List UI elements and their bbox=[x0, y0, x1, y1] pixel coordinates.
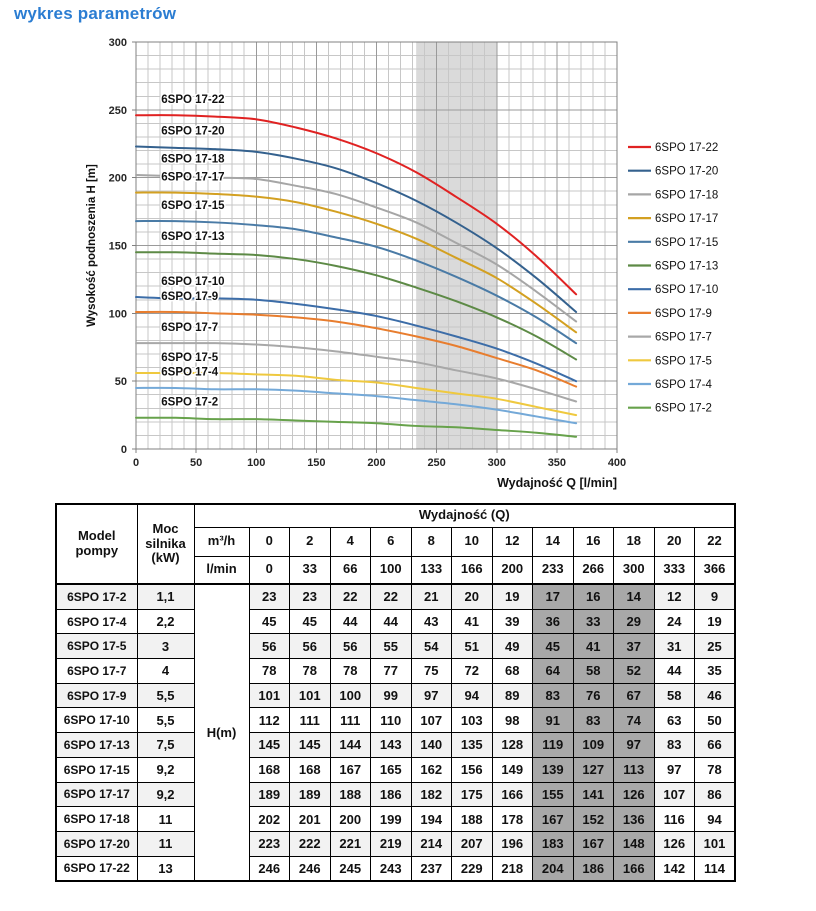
h-value-cell: 243 bbox=[371, 856, 412, 881]
flow-m3h-header-cell: 16 bbox=[573, 527, 614, 556]
x-tick-label: 300 bbox=[487, 457, 506, 469]
flow-lmin-header-cell: 33 bbox=[290, 556, 331, 584]
h-value-cell: 223 bbox=[249, 831, 290, 856]
h-value-cell: 31 bbox=[654, 634, 695, 659]
flow-lmin-header-cell: 233 bbox=[533, 556, 574, 584]
h-value-cell: 89 bbox=[492, 683, 533, 708]
h-value-cell: 109 bbox=[573, 733, 614, 758]
h-value-cell: 116 bbox=[654, 807, 695, 832]
h-value-cell: 145 bbox=[249, 733, 290, 758]
h-value-cell: 100 bbox=[330, 683, 371, 708]
power-cell: 9,2 bbox=[137, 782, 194, 807]
x-tick-label: 200 bbox=[367, 457, 386, 469]
h-value-cell: 74 bbox=[614, 708, 655, 733]
h-value-cell: 144 bbox=[330, 733, 371, 758]
table-row bbox=[56, 733, 735, 758]
legend-label: 6SPO 17-2 bbox=[655, 402, 712, 415]
legend bbox=[628, 142, 718, 415]
h-value-cell: 126 bbox=[614, 782, 655, 807]
h-value-cell: 33 bbox=[573, 609, 614, 634]
h-value-cell: 44 bbox=[371, 609, 412, 634]
h-value-cell: 155 bbox=[533, 782, 574, 807]
h-value-cell: 237 bbox=[411, 856, 452, 881]
series-line-6spo-17-2 bbox=[136, 418, 576, 437]
h-value-cell: 167 bbox=[330, 757, 371, 782]
h-value-cell: 50 bbox=[695, 708, 736, 733]
h-value-cell: 101 bbox=[249, 683, 290, 708]
h-value-cell: 221 bbox=[330, 831, 371, 856]
power-cell: 13 bbox=[137, 856, 194, 881]
h-value-cell: 45 bbox=[533, 634, 574, 659]
h-value-cell: 107 bbox=[411, 708, 452, 733]
h-value-cell: 45 bbox=[290, 609, 331, 634]
h-value-cell: 142 bbox=[654, 856, 695, 881]
legend-label: 6SPO 17-5 bbox=[655, 355, 712, 368]
table-row bbox=[56, 609, 735, 634]
table-row bbox=[56, 831, 735, 856]
page-title: wykres parametrów bbox=[14, 4, 177, 23]
h-value-cell: 111 bbox=[290, 708, 331, 733]
series-line-6spo-17-17 bbox=[136, 192, 576, 332]
head-unit-cell: H(m) bbox=[194, 584, 249, 881]
h-value-cell: 126 bbox=[654, 831, 695, 856]
h-value-cell: 229 bbox=[452, 856, 493, 881]
x-tick-label: 50 bbox=[190, 457, 203, 469]
power-cell: 1,1 bbox=[137, 584, 194, 609]
h-value-cell: 167 bbox=[533, 807, 574, 832]
model-cell: 6SPO 17-5 bbox=[56, 634, 137, 659]
h-value-cell: 182 bbox=[411, 782, 452, 807]
h-value-cell: 44 bbox=[654, 659, 695, 684]
h-value-cell: 45 bbox=[249, 609, 290, 634]
h-value-cell: 112 bbox=[249, 708, 290, 733]
model-cell: 6SPO 17-18 bbox=[56, 807, 137, 832]
h-value-cell: 166 bbox=[614, 856, 655, 881]
table-row bbox=[56, 584, 735, 609]
h-value-cell: 76 bbox=[573, 683, 614, 708]
y-tick-label: 300 bbox=[108, 37, 127, 49]
legend-item bbox=[628, 237, 718, 249]
h-value-cell: 16 bbox=[573, 584, 614, 609]
h-value-cell: 127 bbox=[573, 757, 614, 782]
model-cell: 6SPO 17-20 bbox=[56, 831, 137, 856]
h-value-cell: 188 bbox=[330, 782, 371, 807]
h-value-cell: 44 bbox=[330, 609, 371, 634]
flow-m3h-header-cell: 0 bbox=[249, 527, 290, 556]
power-cell: 5,5 bbox=[137, 708, 194, 733]
h-value-cell: 186 bbox=[573, 856, 614, 881]
curve-label: 6SPO 17-22 bbox=[161, 94, 225, 107]
h-value-cell: 36 bbox=[533, 609, 574, 634]
h-value-cell: 83 bbox=[533, 683, 574, 708]
h-value-cell: 66 bbox=[695, 733, 736, 758]
h-value-cell: 83 bbox=[654, 733, 695, 758]
power-cell: 11 bbox=[137, 807, 194, 832]
h-value-cell: 178 bbox=[492, 807, 533, 832]
curve-label: 6SPO 17-4 bbox=[161, 366, 219, 379]
h-value-cell: 41 bbox=[573, 634, 614, 659]
flow-m3h-header-cell: 14 bbox=[533, 527, 574, 556]
flow-m3h-header-cell: 22 bbox=[695, 527, 736, 556]
h-value-cell: 94 bbox=[452, 683, 493, 708]
h-value-cell: 64 bbox=[533, 659, 574, 684]
h-value-cell: 189 bbox=[290, 782, 331, 807]
h-value-cell: 168 bbox=[249, 757, 290, 782]
flow-lmin-header-cell: 333 bbox=[654, 556, 695, 584]
model-cell: 6SPO 17-7 bbox=[56, 659, 137, 684]
curve-label: 6SPO 17-7 bbox=[161, 321, 219, 334]
legend-item bbox=[628, 332, 712, 344]
power-cell: 11 bbox=[137, 831, 194, 856]
h-value-cell: 86 bbox=[695, 782, 736, 807]
x-axis-title: Wydajność Q [l/min] bbox=[497, 476, 617, 490]
h-value-cell: 219 bbox=[371, 831, 412, 856]
flow-m3h-header-cell: 20 bbox=[654, 527, 695, 556]
legend-item bbox=[628, 213, 718, 225]
table-row bbox=[56, 782, 735, 807]
h-value-cell: 56 bbox=[330, 634, 371, 659]
h-value-cell: 41 bbox=[452, 609, 493, 634]
legend-item bbox=[628, 403, 712, 415]
curve-label: 6SPO 17-9 bbox=[161, 290, 219, 303]
power-cell: 2,2 bbox=[137, 609, 194, 634]
unit-label-m3h: m³/h bbox=[194, 527, 249, 556]
h-value-cell: 78 bbox=[290, 659, 331, 684]
curve-label: 6SPO 17-5 bbox=[161, 351, 219, 364]
y-tick-label: 150 bbox=[108, 240, 127, 253]
h-value-cell: 188 bbox=[452, 807, 493, 832]
h-value-cell: 114 bbox=[695, 856, 736, 881]
col-header-power: Moc silnika (kW) bbox=[137, 504, 194, 584]
x-tick-label: 0 bbox=[132, 457, 140, 469]
flow-m3h-header-cell: 2 bbox=[290, 527, 331, 556]
legend-label: 6SPO 17-22 bbox=[655, 142, 719, 154]
x-tick-label: 400 bbox=[607, 457, 627, 469]
curve-label: 6SPO 17-17 bbox=[161, 171, 225, 184]
h-value-cell: 56 bbox=[249, 634, 290, 659]
model-cell: 6SPO 17-4 bbox=[56, 609, 137, 634]
h-value-cell: 110 bbox=[371, 708, 412, 733]
table-row bbox=[56, 807, 735, 832]
table-row bbox=[56, 683, 735, 708]
curve-label: 6SPO 17-2 bbox=[161, 396, 219, 409]
h-value-cell: 97 bbox=[614, 733, 655, 758]
h-value-cell: 99 bbox=[371, 683, 412, 708]
model-cell: 6SPO 17-13 bbox=[56, 733, 137, 758]
h-value-cell: 136 bbox=[614, 807, 655, 832]
legend-label: 6SPO 17-17 bbox=[655, 213, 719, 226]
flow-lmin-header-cell: 133 bbox=[411, 556, 452, 584]
h-value-cell: 165 bbox=[371, 757, 412, 782]
h-value-cell: 24 bbox=[654, 609, 695, 634]
h-value-cell: 49 bbox=[492, 634, 533, 659]
legend-item bbox=[628, 166, 718, 178]
flow-lmin-header-cell: 200 bbox=[492, 556, 533, 584]
h-value-cell: 77 bbox=[371, 659, 412, 684]
h-value-cell: 202 bbox=[249, 807, 290, 832]
flow-lmin-header-cell: 366 bbox=[695, 556, 736, 584]
h-value-cell: 68 bbox=[492, 659, 533, 684]
h-value-cell: 168 bbox=[290, 757, 331, 782]
x-tick-label: 250 bbox=[427, 457, 446, 469]
h-value-cell: 17 bbox=[533, 584, 574, 609]
curve-label: 6SPO 17-13 bbox=[161, 231, 225, 244]
h-value-cell: 204 bbox=[533, 856, 574, 881]
flow-m3h-header-cell: 10 bbox=[452, 527, 493, 556]
h-value-cell: 149 bbox=[492, 757, 533, 782]
h-value-cell: 43 bbox=[411, 609, 452, 634]
table-row bbox=[56, 659, 735, 684]
legend-label: 6SPO 17-4 bbox=[655, 379, 712, 391]
h-value-cell: 222 bbox=[290, 831, 331, 856]
h-value-cell: 101 bbox=[695, 831, 736, 856]
h-value-cell: 14 bbox=[614, 584, 655, 609]
x-tick-label: 350 bbox=[547, 457, 567, 469]
h-value-cell: 19 bbox=[695, 609, 736, 634]
h-value-cell: 201 bbox=[290, 807, 331, 832]
h-value-cell: 245 bbox=[330, 856, 371, 881]
table-row bbox=[56, 708, 735, 733]
flow-lmin-header-cell: 100 bbox=[371, 556, 412, 584]
curve-label: 6SPO 17-18 bbox=[161, 153, 225, 166]
h-value-cell: 200 bbox=[330, 807, 371, 832]
x-tick-label: 150 bbox=[307, 457, 326, 469]
h-value-cell: 246 bbox=[249, 856, 290, 881]
h-value-cell: 145 bbox=[290, 733, 331, 758]
legend-item bbox=[628, 355, 712, 367]
table-row bbox=[56, 757, 735, 782]
x-tick-label: 100 bbox=[247, 457, 266, 469]
legend-item bbox=[628, 142, 718, 154]
h-value-cell: 51 bbox=[452, 634, 493, 659]
legend-item bbox=[628, 189, 718, 201]
h-value-cell: 21 bbox=[411, 584, 452, 609]
legend-label: 6SPO 17-9 bbox=[655, 307, 712, 320]
y-tick-label: 250 bbox=[108, 104, 127, 117]
power-cell: 7,5 bbox=[137, 733, 194, 758]
h-value-cell: 218 bbox=[492, 856, 533, 881]
h-value-cell: 94 bbox=[695, 807, 736, 832]
h-value-cell: 39 bbox=[492, 609, 533, 634]
h-value-cell: 75 bbox=[411, 659, 452, 684]
h-value-cell: 113 bbox=[614, 757, 655, 782]
model-cell: 6SPO 17-22 bbox=[56, 856, 137, 881]
flow-lmin-header-cell: 0 bbox=[249, 556, 290, 584]
h-value-cell: 22 bbox=[371, 584, 412, 609]
h-value-cell: 119 bbox=[533, 733, 574, 758]
h-value-cell: 135 bbox=[452, 733, 493, 758]
flow-lmin-header-cell: 166 bbox=[452, 556, 493, 584]
h-value-cell: 98 bbox=[492, 708, 533, 733]
h-value-cell: 167 bbox=[573, 831, 614, 856]
h-value-cell: 166 bbox=[492, 782, 533, 807]
table-row bbox=[56, 634, 735, 659]
h-value-cell: 246 bbox=[290, 856, 331, 881]
curve-label: 6SPO 17-15 bbox=[161, 199, 225, 212]
h-value-cell: 183 bbox=[533, 831, 574, 856]
curve-label: 6SPO 17-10 bbox=[161, 275, 225, 288]
h-value-cell: 141 bbox=[573, 782, 614, 807]
unit-label-lmin: l/min bbox=[194, 556, 249, 584]
h-value-cell: 175 bbox=[452, 782, 493, 807]
h-value-cell: 152 bbox=[573, 807, 614, 832]
h-value-cell: 78 bbox=[249, 659, 290, 684]
power-cell: 5,5 bbox=[137, 683, 194, 708]
legend-label: 6SPO 17-10 bbox=[655, 284, 719, 297]
h-value-cell: 58 bbox=[573, 659, 614, 684]
legend-item bbox=[628, 261, 718, 273]
legend-label: 6SPO 17-7 bbox=[655, 331, 712, 344]
curve-label: 6SPO 17-20 bbox=[161, 125, 225, 138]
h-value-cell: 143 bbox=[371, 733, 412, 758]
h-value-cell: 55 bbox=[371, 634, 412, 659]
h-value-cell: 199 bbox=[371, 807, 412, 832]
model-cell: 6SPO 17-17 bbox=[56, 782, 137, 807]
h-value-cell: 83 bbox=[573, 708, 614, 733]
h-value-cell: 128 bbox=[492, 733, 533, 758]
h-value-cell: 97 bbox=[411, 683, 452, 708]
h-value-cell: 156 bbox=[452, 757, 493, 782]
h-value-cell: 78 bbox=[330, 659, 371, 684]
legend-label: 6SPO 17-18 bbox=[655, 189, 719, 202]
h-value-cell: 20 bbox=[452, 584, 493, 609]
y-axis-title: Wysokość podnoszenia H [m] bbox=[86, 164, 98, 327]
h-value-cell: 22 bbox=[330, 584, 371, 609]
flow-m3h-header-cell: 4 bbox=[330, 527, 371, 556]
h-value-cell: 23 bbox=[290, 584, 331, 609]
h-value-cell: 54 bbox=[411, 634, 452, 659]
h-value-cell: 91 bbox=[533, 708, 574, 733]
flow-m3h-header-cell: 18 bbox=[614, 527, 655, 556]
h-value-cell: 207 bbox=[452, 831, 493, 856]
model-cell: 6SPO 17-2 bbox=[56, 584, 137, 609]
h-value-cell: 19 bbox=[492, 584, 533, 609]
parameters-table bbox=[55, 503, 736, 882]
legend-label: 6SPO 17-20 bbox=[655, 165, 719, 178]
y-tick-label: 50 bbox=[114, 376, 127, 389]
h-value-cell: 9 bbox=[695, 584, 736, 609]
power-cell: 3 bbox=[137, 634, 194, 659]
h-value-cell: 214 bbox=[411, 831, 452, 856]
legend-label: 6SPO 17-15 bbox=[655, 236, 719, 249]
h-value-cell: 35 bbox=[695, 659, 736, 684]
h-value-cell: 58 bbox=[654, 683, 695, 708]
flow-lmin-header-cell: 66 bbox=[330, 556, 371, 584]
y-tick-label: 0 bbox=[120, 444, 127, 456]
h-value-cell: 186 bbox=[371, 782, 412, 807]
power-cell: 4 bbox=[137, 659, 194, 684]
legend-item bbox=[628, 379, 712, 391]
legend-item bbox=[628, 308, 712, 320]
h-value-cell: 139 bbox=[533, 757, 574, 782]
h-value-cell: 72 bbox=[452, 659, 493, 684]
flow-lmin-header-cell: 300 bbox=[614, 556, 655, 584]
h-value-cell: 78 bbox=[695, 757, 736, 782]
h-value-cell: 103 bbox=[452, 708, 493, 733]
model-cell: 6SPO 17-10 bbox=[56, 708, 137, 733]
col-header-flow: Wydajność (Q) bbox=[194, 504, 735, 527]
h-value-cell: 189 bbox=[249, 782, 290, 807]
h-value-cell: 46 bbox=[695, 683, 736, 708]
h-value-cell: 194 bbox=[411, 807, 452, 832]
flow-m3h-header-cell: 12 bbox=[492, 527, 533, 556]
h-value-cell: 23 bbox=[249, 584, 290, 609]
flow-m3h-header-cell: 6 bbox=[371, 527, 412, 556]
flow-lmin-header-cell: 266 bbox=[573, 556, 614, 584]
col-header-model: Model pompy bbox=[56, 504, 137, 584]
legend-label: 6SPO 17-13 bbox=[655, 260, 719, 273]
h-value-cell: 56 bbox=[290, 634, 331, 659]
table-row bbox=[56, 856, 735, 881]
h-value-cell: 107 bbox=[654, 782, 695, 807]
h-value-cell: 52 bbox=[614, 659, 655, 684]
model-cell: 6SPO 17-15 bbox=[56, 757, 137, 782]
model-cell: 6SPO 17-9 bbox=[56, 683, 137, 708]
h-value-cell: 12 bbox=[654, 584, 695, 609]
power-cell: 9,2 bbox=[137, 757, 194, 782]
h-value-cell: 196 bbox=[492, 831, 533, 856]
h-value-cell: 101 bbox=[290, 683, 331, 708]
legend-item bbox=[628, 284, 718, 296]
h-value-cell: 111 bbox=[330, 708, 371, 733]
h-value-cell: 67 bbox=[614, 683, 655, 708]
h-value-cell: 162 bbox=[411, 757, 452, 782]
h-value-cell: 25 bbox=[695, 634, 736, 659]
parameters-table-wrap bbox=[55, 503, 736, 882]
h-value-cell: 97 bbox=[654, 757, 695, 782]
y-tick-label: 100 bbox=[108, 308, 127, 321]
h-value-cell: 63 bbox=[654, 708, 695, 733]
h-value-cell: 148 bbox=[614, 831, 655, 856]
y-tick-label: 200 bbox=[108, 172, 127, 185]
h-value-cell: 29 bbox=[614, 609, 655, 634]
h-value-cell: 140 bbox=[411, 733, 452, 758]
flow-m3h-header-cell: 8 bbox=[411, 527, 452, 556]
h-value-cell: 37 bbox=[614, 634, 655, 659]
